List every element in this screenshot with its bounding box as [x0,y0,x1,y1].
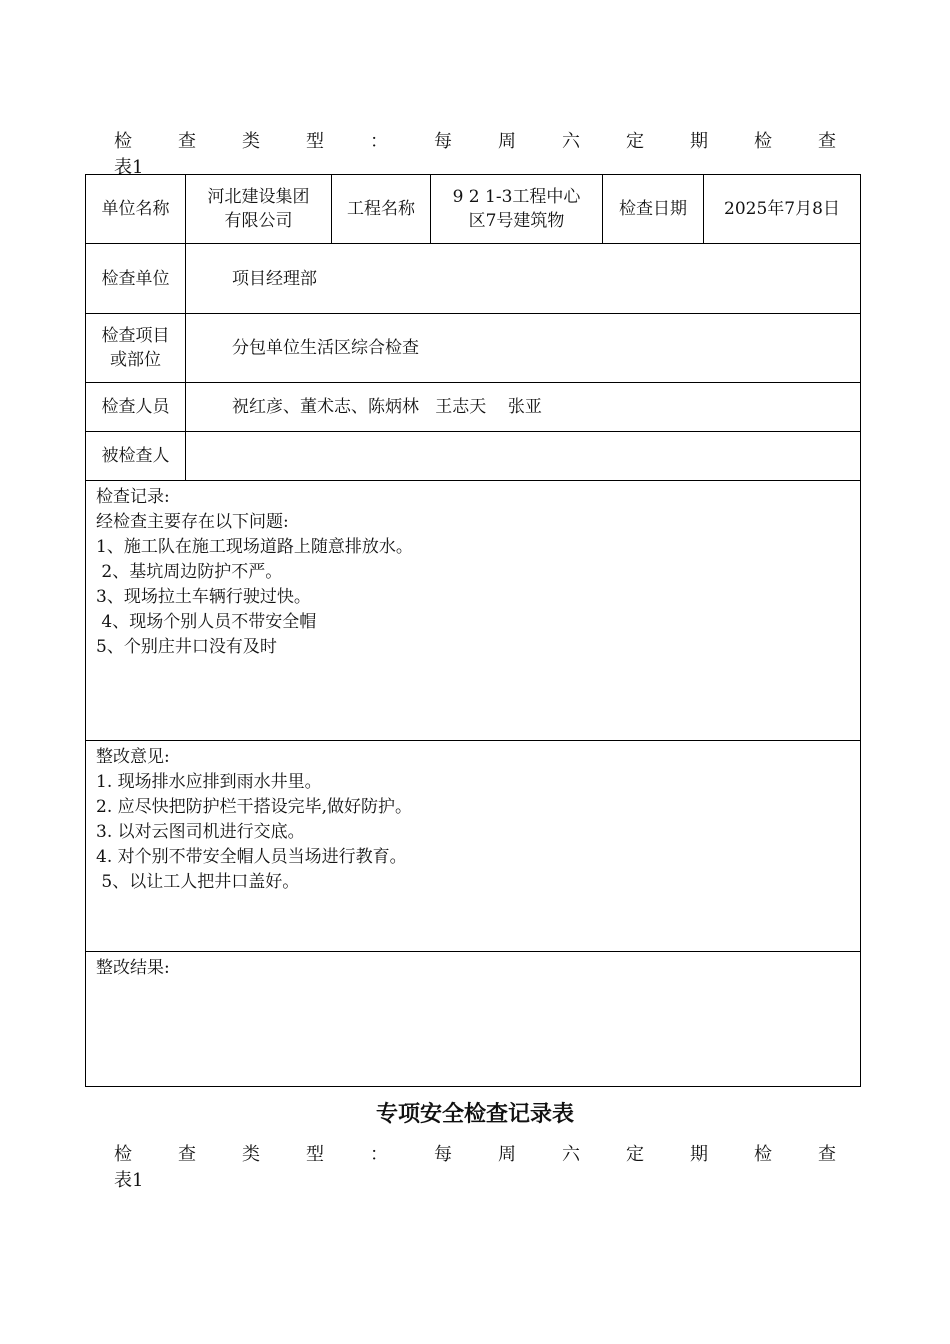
doc-type-char: 查 [178,131,196,152]
doc-type-char: 类 [242,131,260,152]
inspect-unit-row [86,244,861,314]
project-name-value-line1: 9 2 1-3工程中心 [452,187,581,207]
doc-type-line-2: 表1 [114,1170,144,1191]
doc-type-char: 每 [434,1144,452,1165]
unit-name-value-line1: 河北建设集团 [207,187,310,207]
doc-type-char: 周 [498,131,516,152]
inspected-row [86,432,861,481]
inspection-date-value: 2025年7月8日 [704,175,861,244]
doc-type-char: 检 [754,1144,772,1165]
doc-type-char: 六 [562,1144,580,1165]
doc-type-char: 型 [306,131,324,152]
inspect-item-label-line2: 或部位 [110,350,161,370]
rectify-title: 整改意见: [96,747,170,767]
doc-type-char: 周 [498,1144,516,1165]
rectify-cell [86,741,861,952]
record-line: 5、个别庄井口没有及时 [96,637,277,657]
doc-type-char: 检 [754,131,772,152]
doc-type-char: 查 [178,1144,196,1165]
inspect-unit-value: 项目经理部 [186,244,861,314]
result-row [86,952,861,1087]
record-line: 经检查主要存在以下问题: [96,512,289,532]
inspectors-label: 检查人员 [86,383,186,432]
rectify-line: 3. 以对云图司机进行交底。 [96,822,305,842]
inspect-item-value: 分包单位生活区综合检查 [186,314,861,383]
doc-type-char: 定 [626,1144,644,1165]
unit-name-value-line2: 有限公司 [224,211,293,231]
inspectors-row [86,383,861,432]
inspect-item-row [86,314,861,383]
record-line: 1、施工队在施工现场道路上随意排放水。 [96,537,413,557]
doc-type-char: 每 [434,131,452,152]
rectify-line: 5、以让工人把井口盖好。 [96,872,300,892]
project-name-value-line2: 区7号建筑物 [468,211,565,231]
doc-type-char: ： [370,1144,388,1165]
result-title: 整改结果: [96,958,170,978]
project-name-value [431,175,603,244]
doc-type-line [114,127,836,153]
record-row [86,481,861,741]
inspection-form-table [85,174,861,1087]
record-title: 检查记录: [96,487,170,507]
result-cell [86,952,861,1087]
unit-name-value [186,175,332,244]
inspectors-value: 祝红彦、董术志、陈炳林 王志天 张亚 [186,383,861,432]
doc-type-line-2: 表1 [114,157,144,178]
inspection-date-label: 检查日期 [603,175,704,244]
doc-type-char: 检 [114,131,132,152]
inspect-item-label-line1: 检查项目 [101,326,170,346]
inspected-label: 被检查人 [86,432,186,481]
inspect-item-label [86,314,186,383]
project-name-label: 工程名称 [332,175,431,244]
doc-type-char: ： [370,131,388,152]
doc-type-char: 期 [690,131,708,152]
doc-type-char: 检 [114,1144,132,1165]
doc-type-char: 类 [242,1144,260,1165]
record-cell [86,481,861,741]
record-line: 3、现场拉土车辆行驶过快。 [96,587,311,607]
doc-type-char: 查 [818,1144,836,1165]
inspected-value [186,432,861,481]
rectify-line: 4. 对个别不带安全帽人员当场进行教育。 [96,847,407,867]
record-line: 2、基坑周边防护不严。 [96,562,283,582]
doc-type-char: 六 [562,131,580,152]
doc-type-char: 查 [818,131,836,152]
doc-type-char: 定 [626,131,644,152]
doc-type-line [114,1140,836,1166]
rectify-line: 2. 应尽快把防护栏干搭设完毕,做好防护。 [96,797,413,817]
rectify-row [86,741,861,952]
record-line: 4、现场个别人员不带安全帽 [96,612,317,632]
rectify-line: 1. 现场排水应排到雨水井里。 [96,772,322,792]
unit-row [86,175,861,244]
doc-type-char: 期 [690,1144,708,1165]
unit-name-label: 单位名称 [86,175,186,244]
inspect-unit-label: 检查单位 [86,244,186,314]
doc-type-char: 型 [306,1144,324,1165]
section-title: 专项安全检查记录表 [375,1102,574,1127]
